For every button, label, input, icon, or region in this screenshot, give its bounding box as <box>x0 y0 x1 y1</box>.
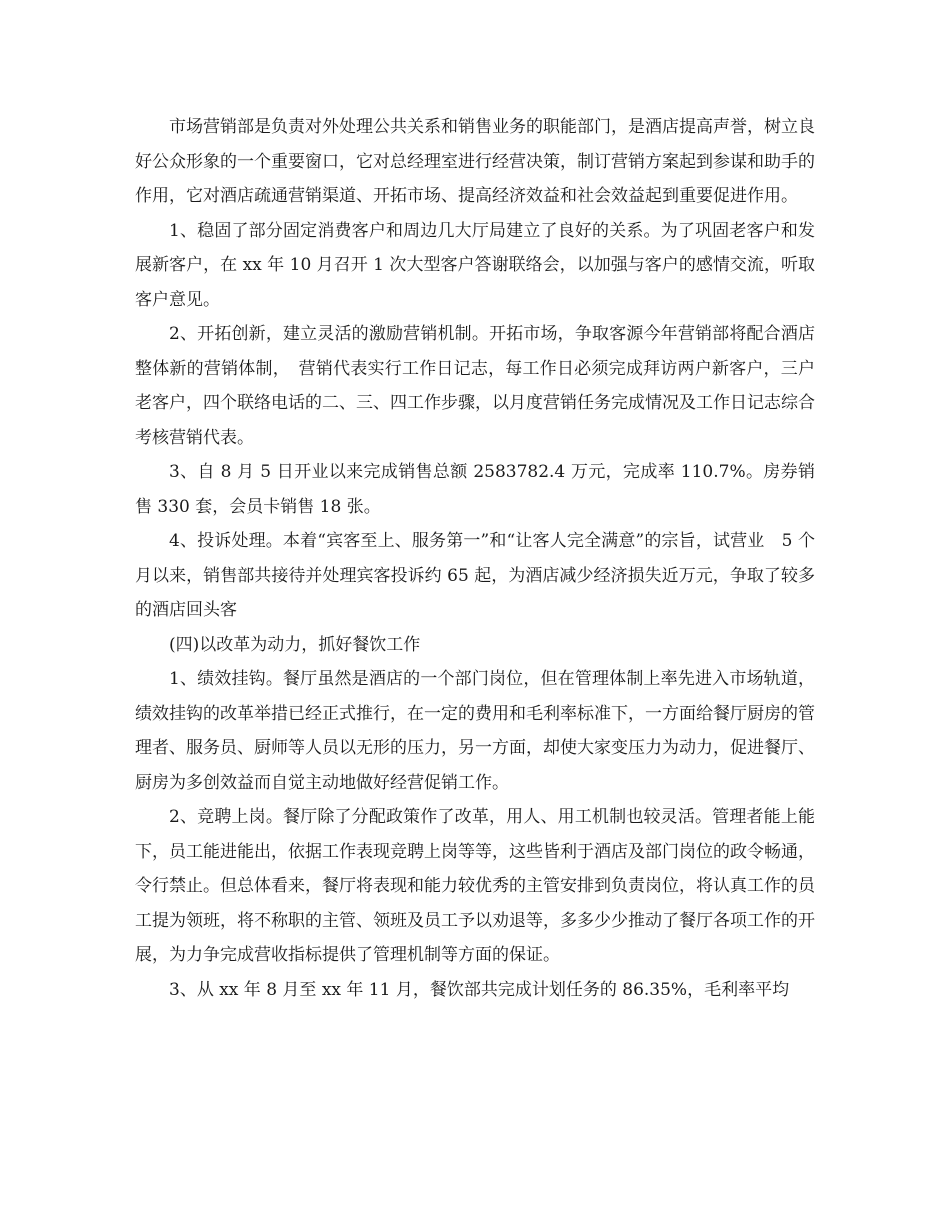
document-body <box>135 110 815 1007</box>
paragraph-intro: 市场营销部是负责对外处理公共关系和销售业务的职能部门，是酒店提高声誉，树立良好公众形象的一个重要窗口，它对总经理室进行经营决策，制订营销方案起到参谋和助手的作用，它对酒店疏通营销渠道、开拓市场、提高经济效益和社会效益起到重要促进作用。 <box>135 117 815 206</box>
paragraph-item-3-sales: 3、自 8 月 5 日开业以来完成销售总额 2583782.4 万元，完成率 110.7%。房券销售 330 套，会员卡销售 18 张。 <box>135 462 815 517</box>
paragraph-item-2-incentive: 2、开拓创新，建立灵活的激励营销机制。开拓市场，争取客源今年营销部将配合酒店整体新的营销体制， 营销代表实行工作日记志，每工作日必须完成拜访两户新客户，三户老客户，四个联络电话的二、三、四工作步骤，以月度营销任务完成情况及工作日记志综合考核营销代表。 <box>135 324 815 448</box>
paragraph-item-4-complaints: 4、投诉处理。本着“宾客至上、服务第一”和“让客人完全满意”的宗旨，试营业 5 个月以来，销售部共接待并处理宾客投诉约 65 起，为酒店减少经济损失近万元，争取了较多的酒店回头客 <box>135 531 815 620</box>
paragraph-item-2-competition: 2、竞聘上岗。餐厅除了分配政策作了改革，用人、用工机制也较灵活。管理者能上能下，员工能进能出，依据工作表现竞聘上岗等等，这些皆利于酒店及部门岗位的政令畅通，令行禁止。但总体看来，餐厅将表现和能力较优秀的主管安排到负责岗位，将认真工作的员工提为领班，将不称职的主管、领班及员工予以劝退等，多多少少推动了餐厅各项工作的开展，为力争完成营收指标提供了管理机制等方面的保证。 <box>135 807 815 965</box>
section-heading-catering: (四)以改革为动力，抓好餐饮工作 <box>169 634 421 655</box>
paragraph-item-1-performance: 1、绩效挂钩。餐厅虽然是酒店的一个部门岗位，但在管理体制上率先进入市场轨道，绩效挂钩的改革举措已经正式推行，在一定的费用和毛利率标准下，一方面给餐厅厨房的管理者、服务员、厨师等人员以无形的压力，另一方面，却使大家变压力为动力，促进餐厅、厨房为多创效益而自觉主动地做好经营促销工作。 <box>135 669 815 793</box>
paragraph-item-1-customers: 1、稳固了部分固定消费客户和周边几大厅局建立了良好的关系。为了巩固老客户和发展新客户，在 xx 年 10 月召开 1 次大型客户答谢联络会，以加强与客户的感情交流，听取客户意见。 <box>135 220 815 310</box>
paragraph-item-3-results: 3、从 xx 年 8 月至 xx 年 11 月，餐饮部共完成计划任务的 86.35%，毛利率平均 <box>169 979 790 1000</box>
